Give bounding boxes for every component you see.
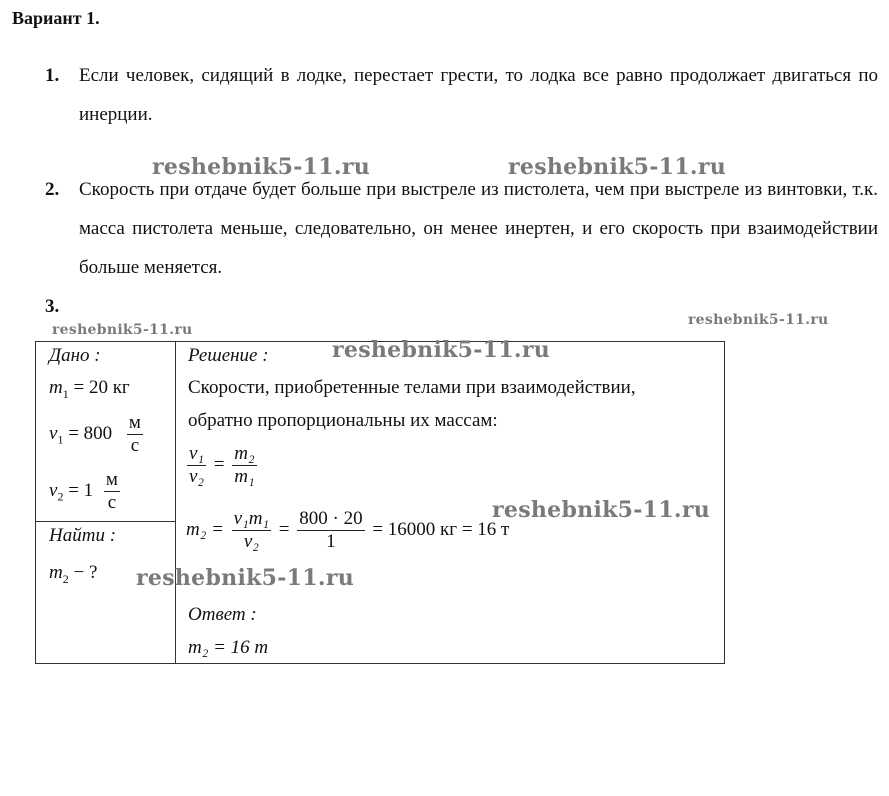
problem-table	[35, 337, 725, 664]
watermark: reshebnik5-11.ru	[332, 337, 551, 363]
row-divider	[36, 521, 175, 522]
find-label: Найти :	[49, 525, 117, 546]
item-number: 3.	[45, 296, 60, 317]
item-text: Скорость при отдаче будет больше при выстреле из пистолета, чем при выстреле из винтовки, т.к. масса пистолета меньше, следовательно, он менее инертен, и его скорость при взаимодействии больше меняется.	[79, 179, 878, 278]
watermark: reshebnik5-11.ru	[688, 312, 829, 328]
column-divider	[175, 342, 176, 663]
item-text: Если человек, сидящий в лодке, перестает грести, то лодка все равно продолжает двигаться по инерции.	[79, 65, 878, 125]
given-v1: $v_1 = 800$ $\frac{м}{с}$	[49, 412, 141, 456]
answer-item-2	[45, 170, 878, 287]
watermark: reshebnik5-11.ru	[508, 154, 727, 180]
answer-item-1	[45, 56, 878, 134]
watermark: reshebnik5-11.ru	[492, 497, 711, 523]
watermark: reshebnik5-11.ru	[136, 565, 355, 591]
solution-line: обратно пропорциональны их массам:	[188, 410, 498, 431]
given-label: Дано :	[49, 345, 101, 366]
item-number: 2.	[45, 179, 60, 200]
item-number: 1.	[45, 65, 60, 86]
watermark: reshebnik5-11.ru	[152, 154, 371, 180]
solution-label: Решение :	[188, 345, 269, 366]
given-m1: $m_1 = 20$ кг	[49, 377, 130, 401]
watermark: reshebnik5-11.ru	[52, 322, 193, 338]
equation-result: m₂ = $\frac{\text{v₁m₁}}{\text{v₂}}$ = $\frac{800 \cdot 20}{1}$ = 16000 кг = 16 т	[186, 508, 510, 552]
page-title: Вариант 1.	[12, 8, 100, 28]
answer-value: m₂ = 16 т	[188, 637, 269, 658]
given-v2: $v_2 = 1$ $\frac{м}{с}$	[49, 469, 118, 513]
solution-line: Скорости, приобретенные телами при взаимодействии,	[188, 377, 636, 398]
find-m2: $m_2$ − ?	[49, 562, 98, 586]
equation-ratio: $\frac{\text{v₁}}{\text{v₂}}$ = $\frac{\text{m₂}}{\text{m₁}}$	[189, 443, 255, 487]
answer-label: Ответ :	[188, 604, 257, 625]
